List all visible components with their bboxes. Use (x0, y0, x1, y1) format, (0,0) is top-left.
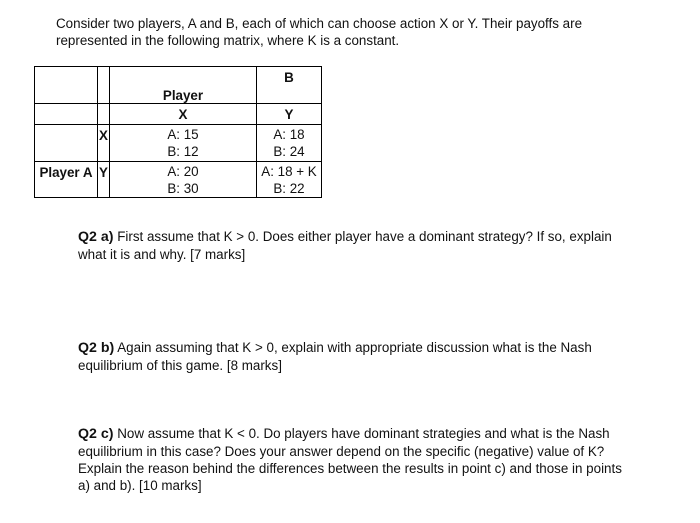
q2b-text-1: Again assuming that K > 0, explain with appropriate discussion what is the Nash (117, 340, 592, 355)
player-a-label: Player A (39, 165, 93, 180)
cell-yy (257, 163, 321, 197)
row-y-label: Y (99, 165, 108, 180)
q2c-line-1 (78, 425, 678, 443)
q2a-line-1 (78, 228, 678, 246)
q2c-label: Q2 c) (78, 426, 114, 442)
matrix-border-top (34, 66, 322, 67)
q2c-text-4: a) and b). [10 marks] (78, 478, 202, 493)
cell-xy (257, 126, 321, 160)
cell-xy-b: B: 24 (273, 144, 305, 159)
q2a-label: Q2 a) (78, 229, 114, 245)
cell-yx (110, 163, 256, 197)
row-x-label: X (99, 128, 108, 143)
intro-paragraph (56, 15, 656, 49)
matrix-divider-col-header (34, 124, 322, 125)
q2c-text-2: equilibrium in this case? Does your answer depend on the specific (negative) value of K? (78, 444, 605, 459)
intro-line-1: Consider two players, A and B, each of which can choose action X or Y. Their payoffs are (56, 16, 583, 31)
cell-yx-a: A: 20 (167, 164, 199, 179)
question-2b (78, 339, 678, 374)
player-b-label: B (284, 70, 294, 85)
cell-xy-a: A: 18 (273, 127, 305, 142)
cell-xx-b: B: 12 (167, 144, 199, 159)
q2c-text-1: Now assume that K < 0. Do players have dominant strategies and what is the Nash (117, 426, 610, 441)
q2b-line-1 (78, 339, 678, 357)
question-2c (78, 425, 678, 494)
cell-yy-b: B: 22 (273, 181, 305, 196)
q2c-text-3: Explain the reason behind the differences between the results in point c) and those in points (78, 461, 622, 476)
q2b-text-2: equilibrium of this game. [8 marks] (78, 358, 282, 373)
matrix-border-bottom (34, 197, 322, 198)
matrix-divider-row-x (34, 161, 322, 162)
column-y-label: Y (284, 107, 294, 122)
column-x-label: X (178, 107, 188, 122)
player-b-word: Player (162, 88, 204, 103)
matrix-border-right (321, 66, 322, 198)
cell-yx-b: B: 30 (167, 181, 199, 196)
cell-yy-a: A: 18 + K (261, 164, 317, 179)
question-2a (78, 228, 678, 263)
cell-xx-a: A: 15 (167, 127, 199, 142)
q2b-label: Q2 b) (78, 340, 115, 356)
q2a-text-1: First assume that K > 0. Does either player have a dominant strategy? If so, explain (117, 229, 612, 244)
cell-xx (110, 126, 256, 160)
q2a-text-2: what it is and why. [7 marks] (78, 247, 246, 262)
intro-line-2: represented in the following matrix, where K is a constant. (56, 33, 400, 48)
